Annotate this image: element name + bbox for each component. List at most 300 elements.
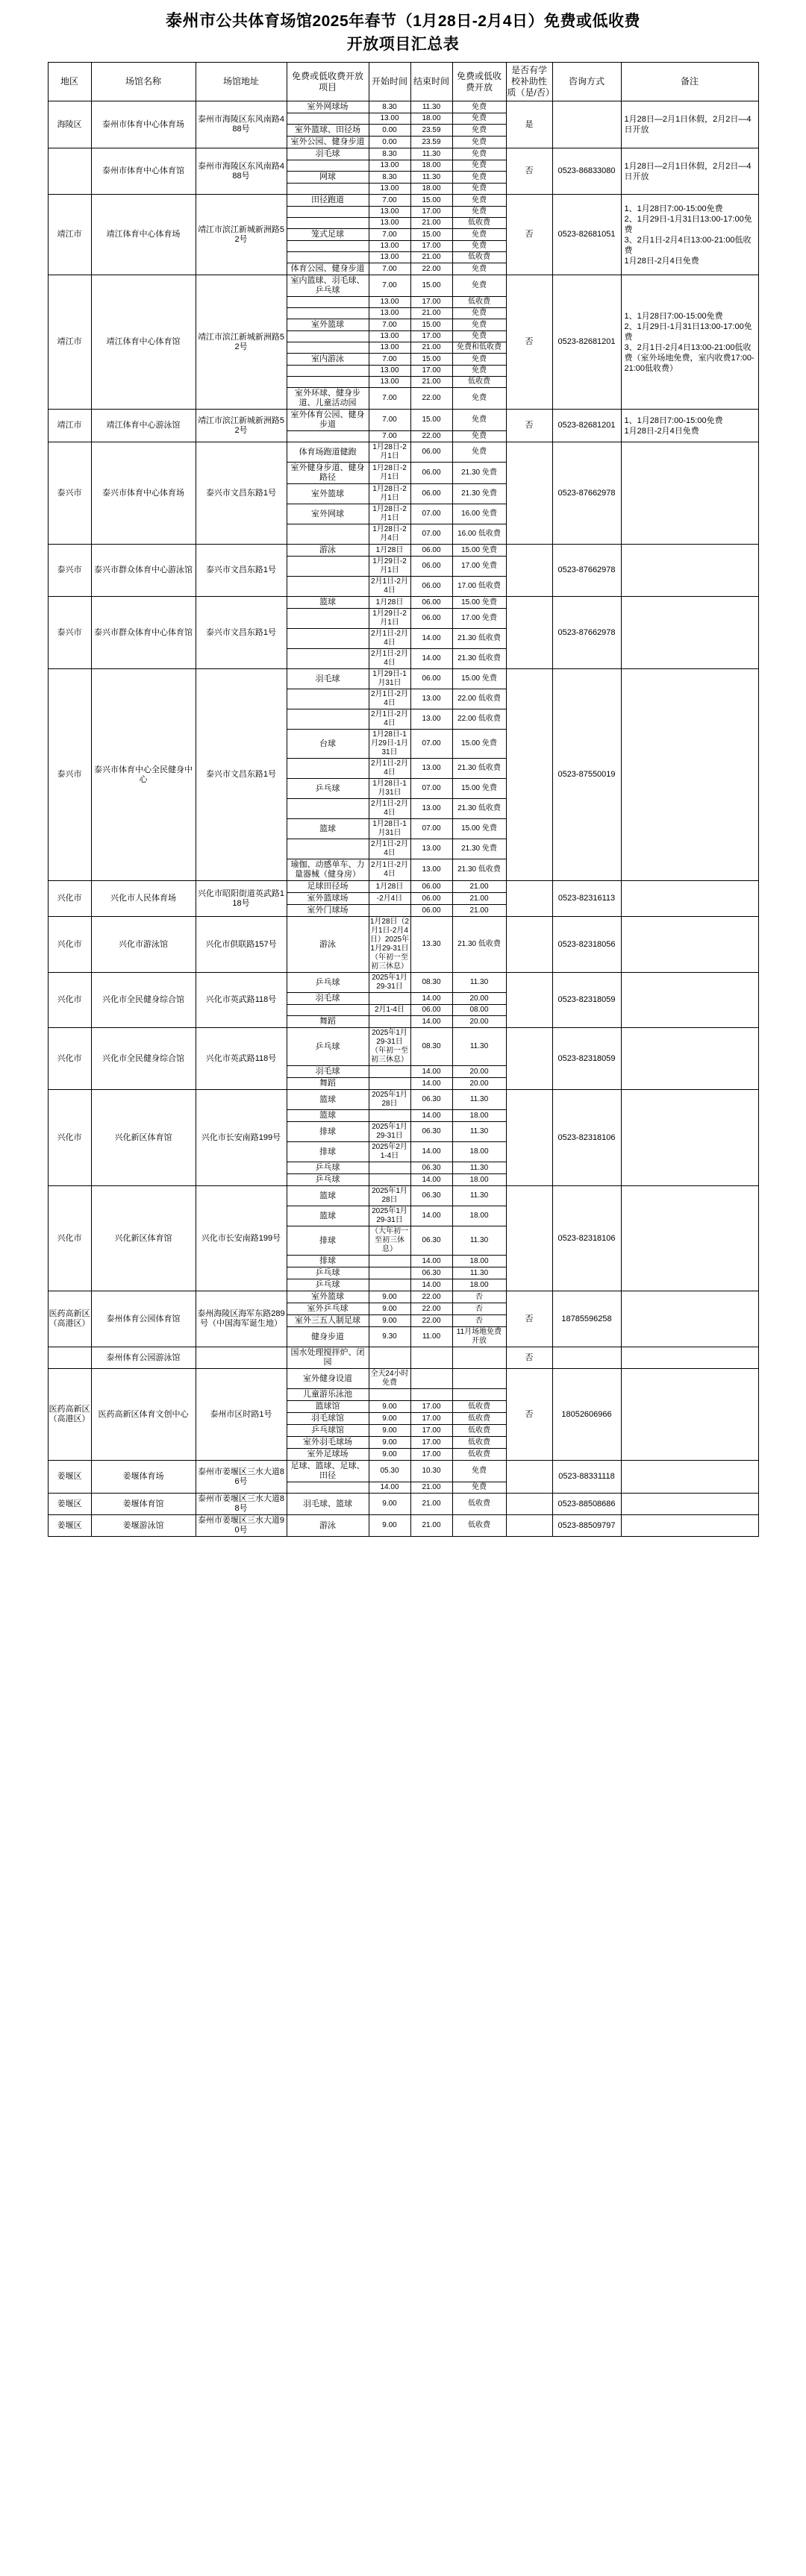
cell-end-time: 22.00 xyxy=(410,263,452,275)
cell-end-time: 18.00 xyxy=(410,113,452,125)
cell-item-name: 室外网球场 xyxy=(287,101,369,113)
cell-start-time: 2月1日-2月4日 xyxy=(369,859,410,881)
cell-fee-type: 免费 xyxy=(452,331,506,342)
cell-contact: 0523-82681051 xyxy=(552,195,621,275)
cell-start-time: 13.00 xyxy=(369,297,410,308)
th-end: 结束时间 xyxy=(410,63,452,101)
cell-remark xyxy=(621,881,758,917)
cell-end-time: 06.00 xyxy=(410,442,452,463)
cell-item-name: 健身步道 xyxy=(287,1327,369,1347)
cell-end-time: 11.30 xyxy=(410,172,452,184)
th-area: 地区 xyxy=(48,63,91,101)
cell-item-name: 羽毛球 xyxy=(287,1066,369,1078)
table-body xyxy=(48,101,758,1537)
cell-contact: 0523-87550019 xyxy=(552,669,621,881)
cell-end-time: 14.00 xyxy=(410,1078,452,1090)
cell-item-name: 排球 xyxy=(287,1226,369,1256)
th-contact: 咨询方式 xyxy=(552,63,621,101)
cell-venue-name: 泰州市体育中心体育场 xyxy=(91,101,196,148)
cell-end-time: 06.00 xyxy=(410,545,452,557)
cell-fee-type: 21.30 低收费 xyxy=(452,859,506,881)
cell-fee-type: 低收费 xyxy=(452,1401,506,1413)
cell-item-name: 游泳 xyxy=(287,1515,369,1537)
cell-fee-type: 08.00 xyxy=(452,1005,506,1016)
cell-remark xyxy=(621,1291,758,1347)
cell-end-time: 22.00 xyxy=(410,1291,452,1303)
cell-area: 泰兴市 xyxy=(48,669,91,881)
cell-fee-type: 21.30 低收费 xyxy=(452,629,506,649)
cell-start-time: 7.00 xyxy=(369,431,410,442)
cell-start-time xyxy=(369,1110,410,1122)
cell-end-time: 07.00 xyxy=(410,779,452,799)
cell-start-time: 05.30 xyxy=(369,1461,410,1482)
cell-remark xyxy=(621,597,758,669)
cell-item-name: 室外门球场 xyxy=(287,905,369,917)
cell-start-time: 13.00 xyxy=(369,377,410,388)
cell-fee-type: 18.00 xyxy=(452,1142,506,1162)
cell-subsidy xyxy=(506,545,552,597)
cell-fee-type: 17.00 免费 xyxy=(452,609,506,629)
cell-fee-type: 免费 xyxy=(452,195,506,207)
cell-end-time: 14.00 xyxy=(410,993,452,1005)
cell-item-name xyxy=(287,649,369,669)
cell-remark xyxy=(621,917,758,973)
cell-end-time: 06.30 xyxy=(410,1186,452,1206)
cell-subsidy xyxy=(506,1515,552,1537)
cell-venue-address: 兴化市英武路118号 xyxy=(196,1028,287,1090)
cell-fee-type: 15.00 免费 xyxy=(452,597,506,609)
cell-fee-type: 21.30 低收费 xyxy=(452,649,506,669)
cell-fee-type: 免费 xyxy=(452,388,506,410)
cell-end-time: 06.00 xyxy=(410,557,452,577)
cell-item-name xyxy=(287,839,369,859)
cell-start-time: 7.00 xyxy=(369,229,410,241)
cell-item-name xyxy=(287,629,369,649)
cell-fee-type: 11.30 xyxy=(452,973,506,993)
cell-start-time: 13.00 xyxy=(369,331,410,342)
cell-end-time: 06.30 xyxy=(410,1122,452,1142)
page-title xyxy=(56,9,750,56)
cell-item-name: 室外篮球 xyxy=(287,1291,369,1303)
cell-fee-type: 低收费 xyxy=(452,297,506,308)
cell-venue-address: 兴化市长安南路199号 xyxy=(196,1186,287,1291)
cell-item-name: 室外体育公园、健身步道 xyxy=(287,410,369,431)
cell-area: 靖江市 xyxy=(48,195,91,275)
cell-end-time: 06.00 xyxy=(410,905,452,917)
th-address: 场馆地址 xyxy=(196,63,287,101)
cell-venue-address: 泰兴市文昌东路1号 xyxy=(196,669,287,881)
cell-start-time: 13.00 xyxy=(369,241,410,252)
cell-venue-name: 兴化市人民体育场 xyxy=(91,881,196,917)
cell-end-time: 07.00 xyxy=(410,524,452,545)
cell-fee-type: 免费 xyxy=(452,431,506,442)
cell-end-time: 21.00 xyxy=(410,342,452,354)
cell-area: 兴化市 xyxy=(48,1028,91,1090)
cell-item-name xyxy=(287,557,369,577)
cell-start-time: 1月28日 xyxy=(369,597,410,609)
cell-start-time xyxy=(369,1347,410,1369)
cell-end-time: 15.00 xyxy=(410,195,452,207)
cell-start-time: 0.00 xyxy=(369,125,410,137)
cell-subsidy xyxy=(506,669,552,881)
cell-fee-type: 免费 xyxy=(452,442,506,463)
cell-venue-address: 泰州海陵区海军东路289号（中国海军诞生地） xyxy=(196,1291,287,1347)
cell-subsidy xyxy=(506,597,552,669)
cell-end-time: 21.00 xyxy=(410,218,452,229)
cell-end-time: 14.00 xyxy=(410,649,452,669)
cell-item-name: 儿童游乐泳池 xyxy=(287,1389,369,1401)
cell-area: 海陵区 xyxy=(48,101,91,148)
table-row xyxy=(48,917,758,973)
cell-start-time: 1月28日-1月31日 xyxy=(369,819,410,839)
cell-area xyxy=(48,1347,91,1369)
cell-venue-name: 泰兴市群众体育中心游泳馆 xyxy=(91,545,196,597)
cell-start-time: 2025年1月28日 xyxy=(369,1186,410,1206)
cell-start-time xyxy=(369,1162,410,1174)
cell-end-time: 11.30 xyxy=(410,148,452,160)
cell-end-time: 15.00 xyxy=(410,410,452,431)
cell-start-time: 13.00 xyxy=(369,113,410,125)
cell-end-time: 17.00 xyxy=(410,366,452,377)
cell-fee-type: 20.00 xyxy=(452,993,506,1005)
cell-fee-type: 免费 xyxy=(452,354,506,366)
cell-end-time: 10.30 xyxy=(410,1461,452,1482)
cell-fee-type: 免费 xyxy=(452,148,506,160)
cell-start-time: 8.30 xyxy=(369,148,410,160)
cell-area: 姜堰区 xyxy=(48,1461,91,1494)
th-venue: 场馆名称 xyxy=(91,63,196,101)
cell-end-time: 17.00 xyxy=(410,1449,452,1461)
cell-item-name xyxy=(287,431,369,442)
table-row xyxy=(48,545,758,557)
th-item: 免费或低收费开放项目 xyxy=(287,63,369,101)
title-city: 泰州市 xyxy=(165,11,216,30)
cell-item-name: 室内游泳 xyxy=(287,354,369,366)
cell-fee-type: 20.00 xyxy=(452,1016,506,1028)
cell-start-time: 1月29日-2月1日 xyxy=(369,557,410,577)
cell-end-time: 11.00 xyxy=(410,1327,452,1347)
table-row xyxy=(48,148,758,160)
cell-venue-address: 泰兴市文昌东路1号 xyxy=(196,597,287,669)
cell-end-time: 06.00 xyxy=(410,669,452,689)
cell-subsidy: 否 xyxy=(506,195,552,275)
cell-fee-type: 16.00 免费 xyxy=(452,504,506,524)
cell-end-time: 18.00 xyxy=(410,184,452,195)
cell-remark: 1、1月28日7:00-15:00免费 2、1月29日-1月31日13:00-17:00免费 3、2月1日-2月4日13:00-21:00低收费 1月28日-2月4日免费 xyxy=(621,195,758,275)
cell-fee-type: 11.30 xyxy=(452,1122,506,1142)
cell-fee-type: 低收费 xyxy=(452,252,506,263)
cell-start-time: 1月28日-2月4日 xyxy=(369,524,410,545)
cell-fee-type: 17.00 低收费 xyxy=(452,577,506,597)
cell-subsidy xyxy=(506,973,552,1028)
cell-start-time: （大年初一至初三休息） xyxy=(369,1226,410,1256)
cell-start-time: 2025年1月29-31日 xyxy=(369,973,410,993)
cell-start-time: 2月1日-2月4日 xyxy=(369,689,410,709)
cell-item-name: 室外环球、健身步道、儿童活动园 xyxy=(287,388,369,410)
cell-venue-address: 兴化市长安南路199号 xyxy=(196,1090,287,1186)
cell-item-name: 羽毛球 xyxy=(287,669,369,689)
cell-end-time: 21.00 xyxy=(410,1515,452,1537)
cell-fee-type: 免费 xyxy=(452,308,506,319)
cell-end-time: 06.30 xyxy=(410,1090,452,1110)
cell-end-time: 17.00 xyxy=(410,1413,452,1425)
cell-item-name: 游泳 xyxy=(287,545,369,557)
cell-item-name: 乒乓球 xyxy=(287,1174,369,1186)
cell-remark xyxy=(621,1347,758,1369)
cell-fee-type: 11.30 xyxy=(452,1162,506,1174)
cell-end-time: 07.00 xyxy=(410,819,452,839)
cell-end-time xyxy=(410,1347,452,1369)
cell-venue-name: 姜堰游泳馆 xyxy=(91,1515,196,1537)
table-row xyxy=(48,1369,758,1389)
cell-item-name: 排球 xyxy=(287,1142,369,1162)
cell-end-time: 15.00 xyxy=(410,319,452,331)
cell-end-time: 14.00 xyxy=(410,1174,452,1186)
cell-start-time: 2025年1月29-31日 xyxy=(369,1122,410,1142)
table-row xyxy=(48,101,758,113)
cell-end-time: 23.59 xyxy=(410,125,452,137)
cell-item-name: 室外公园、健身步道 xyxy=(287,137,369,148)
table-row xyxy=(48,442,758,463)
cell-remark: 1月28日—2月1日休假，2月2日—4日开放 xyxy=(621,101,758,148)
table-row xyxy=(48,1090,758,1110)
cell-fee-type: 低收费 xyxy=(452,1413,506,1425)
cell-start-time: 13.00 xyxy=(369,252,410,263)
cell-fee-type: 免费 xyxy=(452,137,506,148)
cell-end-time: 13.00 xyxy=(410,839,452,859)
cell-item-name: 舞蹈 xyxy=(287,1016,369,1028)
cell-fee-type xyxy=(452,1347,506,1369)
cell-item-name: 羽毛球 xyxy=(287,993,369,1005)
cell-remark: 1、1月28日7:00-15:00免费 1月28日-2月4日免费 xyxy=(621,410,758,442)
cell-start-time: 2月1日-2月4日 xyxy=(369,649,410,669)
cell-item-name: 篮球 xyxy=(287,597,369,609)
cell-end-time: 17.00 xyxy=(410,207,452,218)
cell-item-name xyxy=(287,113,369,125)
cell-venue-name: 兴化新区体育馆 xyxy=(91,1090,196,1186)
cell-venue-name: 兴化新区体育馆 xyxy=(91,1186,196,1291)
cell-fee-type: 免费 xyxy=(452,410,506,431)
cell-fee-type: 否 xyxy=(452,1315,506,1327)
cell-contact xyxy=(552,1347,621,1369)
cell-start-time: 7.00 xyxy=(369,410,410,431)
cell-venue-name: 泰兴市群众体育中心体育馆 xyxy=(91,597,196,669)
cell-item-name xyxy=(287,331,369,342)
cell-contact: 0523-88508686 xyxy=(552,1494,621,1515)
cell-start-time: 13.00 xyxy=(369,184,410,195)
cell-area: 靖江市 xyxy=(48,275,91,410)
cell-fee-type: 17.00 免费 xyxy=(452,557,506,577)
cell-area: 兴化市 xyxy=(48,1186,91,1291)
cell-end-time: 13.00 xyxy=(410,709,452,730)
cell-item-name: 篮球馆 xyxy=(287,1401,369,1413)
cell-start-time: 2月1日-2月4日 xyxy=(369,709,410,730)
table-row xyxy=(48,275,758,297)
cell-end-time: 15.00 xyxy=(410,275,452,297)
cell-subsidy: 否 xyxy=(506,1347,552,1369)
cell-end-time: 08.30 xyxy=(410,1028,452,1066)
cell-fee-type: 11.30 xyxy=(452,1186,506,1206)
cell-area: 医药高新区（高港区） xyxy=(48,1369,91,1461)
cell-end-time: 18.00 xyxy=(410,160,452,172)
cell-item-name: 乒乓球 xyxy=(287,1162,369,1174)
th-fee: 免费或低收费开放 xyxy=(452,63,506,101)
cell-start-time: 9.00 xyxy=(369,1413,410,1425)
cell-fee-type: 免费 xyxy=(452,160,506,172)
cell-item-name: 乒乓球 xyxy=(287,1267,369,1279)
cell-fee-type: 15.00 免费 xyxy=(452,819,506,839)
cell-remark xyxy=(621,1515,758,1537)
cell-item-name: 体育公园、健身步道 xyxy=(287,263,369,275)
cell-end-time: 06.00 xyxy=(410,893,452,905)
cell-contact: 18052606966 xyxy=(552,1369,621,1461)
cell-start-time: 2025年2月1-4日 xyxy=(369,1142,410,1162)
cell-start-time xyxy=(369,1016,410,1028)
cell-end-time: 06.00 xyxy=(410,609,452,629)
cell-start-time: 9.00 xyxy=(369,1401,410,1413)
cell-start-time: 14.00 xyxy=(369,1482,410,1494)
cell-end-time: 06.00 xyxy=(410,463,452,484)
table-row xyxy=(48,1515,758,1537)
cell-venue-address: 靖江市滨江新城新洲路52号 xyxy=(196,195,287,275)
cell-contact: 0523-82318059 xyxy=(552,973,621,1028)
cell-start-time: 1月29日-2月1日 xyxy=(369,609,410,629)
cell-remark: 1、1月28日7:00-15:00免费 2、1月29日-1月31日13:00-17:00免费 3、2月1日-2月4日13:00-21:00低收费（室外场地免费，室内收费17:00-21:00低收费） xyxy=(621,275,758,410)
cell-end-time: 21.00 xyxy=(410,1494,452,1515)
cell-start-time: 2月1日-2月4日 xyxy=(369,629,410,649)
cell-fee-type: 11.30 xyxy=(452,1267,506,1279)
cell-contact: 0523-82316113 xyxy=(552,881,621,917)
cell-end-time xyxy=(410,1369,452,1389)
cell-fee-type: 15.00 免费 xyxy=(452,669,506,689)
summary-table xyxy=(48,62,759,1537)
cell-start-time: 全天24小时免费 xyxy=(369,1369,410,1389)
cell-item-name: 网球 xyxy=(287,172,369,184)
cell-end-time: 06.30 xyxy=(410,1162,452,1174)
cell-remark xyxy=(621,1369,758,1461)
cell-venue-name: 靖江体育中心体育馆 xyxy=(91,275,196,410)
cell-contact: 18785596258 xyxy=(552,1291,621,1347)
cell-area: 医药高新区（高港区） xyxy=(48,1291,91,1347)
cell-item-name: 室外篮球场 xyxy=(287,893,369,905)
cell-fee-type: 低收费 xyxy=(452,1449,506,1461)
cell-subsidy xyxy=(506,1494,552,1515)
cell-fee-type: 否 xyxy=(452,1303,506,1315)
cell-end-time: 08.30 xyxy=(410,973,452,993)
cell-venue-address: 靖江市滨江新城新洲路52号 xyxy=(196,410,287,442)
cell-fee-type: 18.00 xyxy=(452,1174,506,1186)
cell-end-time: 13.00 xyxy=(410,799,452,819)
cell-start-time: 1月28日 xyxy=(369,545,410,557)
cell-start-time: 7.00 xyxy=(369,319,410,331)
cell-item-name: 室外篮球 xyxy=(287,484,369,504)
cell-start-time xyxy=(369,1389,410,1401)
cell-end-time: 06.00 xyxy=(410,597,452,609)
cell-venue-address: 兴化市昭阳街道英武路118号 xyxy=(196,881,287,917)
cell-item-name xyxy=(287,308,369,319)
cell-item-name xyxy=(287,207,369,218)
cell-item-name: 室外篮球 xyxy=(287,319,369,331)
cell-item-name xyxy=(287,709,369,730)
cell-item-name: 瑜伽、动感单车、力量器械（健身房） xyxy=(287,859,369,881)
cell-venue-address: 泰州市姜堰区三水大道90号 xyxy=(196,1515,287,1537)
cell-venue-address: 泰兴市文昌东路1号 xyxy=(196,442,287,545)
cell-start-time: 1月28日（2月1日-2月4日）2025年1月29-31日（年初一至初三休息） xyxy=(369,917,410,973)
cell-start-time: 13.00 xyxy=(369,160,410,172)
cell-fee-type: 免费和低收费 xyxy=(452,342,506,354)
cell-start-time: -2月4日 xyxy=(369,893,410,905)
cell-item-name: 羽毛球、篮球 xyxy=(287,1494,369,1515)
cell-venue-name: 泰兴市体育中心体育场 xyxy=(91,442,196,545)
cell-fee-type: 免费 xyxy=(452,172,506,184)
cell-fee-type: 低收费 xyxy=(452,1494,506,1515)
cell-subsidy xyxy=(506,1090,552,1186)
cell-item-name: 排球 xyxy=(287,1122,369,1142)
cell-item-name: 足球田径场 xyxy=(287,881,369,893)
cell-end-time: 22.00 xyxy=(410,1303,452,1315)
cell-item-name: 乒乓球馆 xyxy=(287,1425,369,1437)
cell-end-time: 14.00 xyxy=(410,1066,452,1078)
cell-venue-name: 泰州体育公园游泳馆 xyxy=(91,1347,196,1369)
cell-start-time xyxy=(369,1279,410,1291)
cell-start-time: 8.30 xyxy=(369,172,410,184)
cell-area: 泰兴市 xyxy=(48,442,91,545)
cell-fee-type: 免费 xyxy=(452,319,506,331)
cell-start-time: 0.00 xyxy=(369,137,410,148)
title-line1: 公共体育场馆2025年春节（1月28日-2月4日）免费或低收费 xyxy=(216,13,641,30)
cell-contact: 0523-88331118 xyxy=(552,1461,621,1494)
cell-end-time: 15.00 xyxy=(410,229,452,241)
cell-area: 姜堰区 xyxy=(48,1494,91,1515)
table-row xyxy=(48,973,758,993)
table-row xyxy=(48,881,758,893)
cell-item-name: 篮球 xyxy=(287,1110,369,1122)
cell-area: 兴化市 xyxy=(48,973,91,1028)
cell-subsidy: 否 xyxy=(506,410,552,442)
cell-start-time xyxy=(369,1174,410,1186)
cell-start-time: 9.00 xyxy=(369,1291,410,1303)
cell-area: 姜堰区 xyxy=(48,1515,91,1537)
cell-subsidy xyxy=(506,881,552,917)
cell-fee-type xyxy=(452,1369,506,1389)
cell-start-time: 9.00 xyxy=(369,1303,410,1315)
cell-item-name: 舞蹈 xyxy=(287,1078,369,1090)
cell-end-time: 06.00 xyxy=(410,881,452,893)
cell-subsidy xyxy=(506,1461,552,1494)
cell-start-time: 7.00 xyxy=(369,195,410,207)
cell-venue-address: 泰州市海陵区东风南路488号 xyxy=(196,148,287,195)
cell-end-time: 17.00 xyxy=(410,297,452,308)
cell-end-time: 22.00 xyxy=(410,388,452,410)
cell-fee-type: 18.00 xyxy=(452,1256,506,1267)
cell-start-time: 1月28日-2月1日 xyxy=(369,484,410,504)
cell-fee-type: 免费 xyxy=(452,125,506,137)
cell-end-time: 21.00 xyxy=(410,1482,452,1494)
cell-end-time: 07.00 xyxy=(410,730,452,759)
cell-fee-type: 免费 xyxy=(452,366,506,377)
cell-item-name: 室内篮球、羽毛球、乒乓球 xyxy=(287,275,369,297)
cell-fee-type: 21.00 xyxy=(452,881,506,893)
cell-fee-type: 低收费 xyxy=(452,218,506,229)
th-subsidy: 是否有学校补助性质（是/否） xyxy=(506,63,552,101)
cell-area xyxy=(48,148,91,195)
cell-item-name xyxy=(287,799,369,819)
cell-start-time xyxy=(369,1078,410,1090)
cell-end-time: 14.00 xyxy=(410,1110,452,1122)
cell-item-name: 乒乓球 xyxy=(287,1279,369,1291)
cell-start-time: 9.00 xyxy=(369,1494,410,1515)
cell-fee-type: 16.00 低收费 xyxy=(452,524,506,545)
